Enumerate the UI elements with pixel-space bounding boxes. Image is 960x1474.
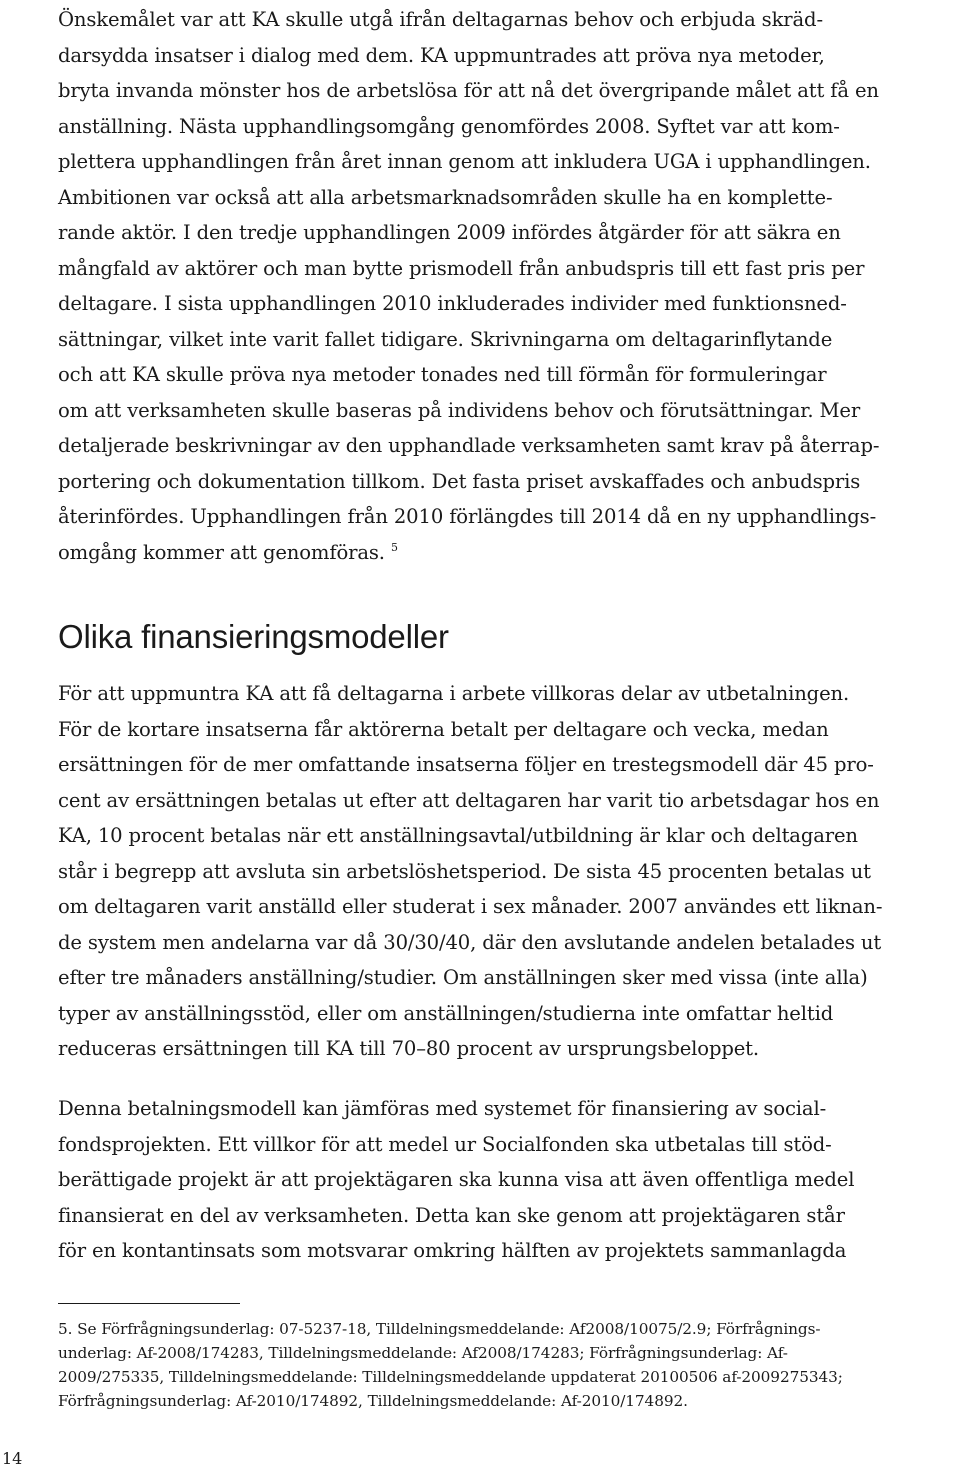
footnote-line: 5. Se Förfrågningsunderlag: 07-5237-18, Tilldelningsmeddelande: Af2008/10075/2.9; Förfrågnings- — [58, 1320, 821, 1338]
text-line: cent av ersättningen betalas ut efter att deltagaren har varit tio arbetsdagar hos en — [58, 788, 880, 812]
footnote-divider — [58, 1303, 240, 1304]
text-line: rande aktör. I den tredje upphandlingen 2009 infördes åtgärder för att säkra en — [58, 221, 841, 244]
footnote-line: 2009/275335, Tilldelningsmeddelande: Tilldelningsmeddelande uppdaterat 20100506 af-2009275343; — [58, 1368, 843, 1386]
text-line: bryta invanda mönster hos de arbetslösa för att nå det övergripande målet att få en — [58, 79, 879, 102]
text-line: de system men andelarna var då 30/30/40, där den avslutande andelen betalades ut — [58, 930, 882, 954]
text-line: detaljerade beskrivningar av den upphandlade verksamheten samt krav på återrap- — [58, 434, 880, 457]
text-line: portering och dokumentation tillkom. Det fasta priset avskaffades och anbudspris — [58, 469, 861, 493]
text-line: om att verksamheten skulle baseras på individens behov och förutsättningar. Mer — [58, 398, 861, 422]
text-line: finansierat en del av verksamheten. Detta kan ske genom att projektägaren står — [58, 1203, 845, 1227]
text-line-last — [58, 535, 879, 571]
text-line: För de kortare insatserna får aktörerna betalt per deltagare och vecka, medan — [58, 717, 829, 741]
section-heading: Olika finansieringsmodeller — [58, 618, 449, 655]
text-line: Denna betalningsmodell kan jämföras med systemet för finansiering av social- — [58, 1097, 827, 1120]
text-line: plettera upphandlingen från året innan genom att inkludera UGA i upphandlingen. — [58, 150, 871, 173]
text-line: och att KA skulle pröva nya metoder tonades ned till förmån för formuleringar — [58, 363, 827, 386]
text-line: darsydda insatser i dialog med dem. KA uppmuntrades att pröva nya metoder, — [58, 43, 825, 67]
body-paragraph-socialfond — [58, 1091, 854, 1269]
footnote — [58, 1317, 843, 1413]
text-line: berättigade projekt är att projektägaren ska kunna visa att även offentliga medel — [58, 1168, 855, 1191]
text-line: reduceras ersättningen till KA till 70–80 procent av ursprungsbeloppet. — [58, 1037, 759, 1060]
text-line: sättningar, vilket inte varit fallet tidigare. Skrivningarna om deltagarinflytande — [58, 327, 833, 351]
text-line: om deltagaren varit anställd eller studerat i sex månader. 2007 användes ett liknan- — [58, 895, 883, 918]
text-line: Önskemålet var att KA skulle utgå ifrån deltagarnas behov och erbjuda skräd- — [58, 8, 823, 31]
text-line: efter tre månaders anställning/studier. Om anställningen sker med vissa (inte alla) — [58, 966, 868, 989]
body-paragraph-finansiering — [58, 676, 882, 1067]
text-line: ersättningen för de mer omfattande insatserna följer en trestegsmodell där 45 pro- — [58, 753, 874, 776]
text-line: anställning. Nästa upphandlingsomgång genomfördes 2008. Syftet var att kom- — [58, 114, 840, 138]
page-number: 14 — [2, 1449, 23, 1468]
text-line: typer av anställningsstöd, eller om anställningen/studierna inte omfattar heltid — [58, 1001, 834, 1025]
text-line: deltagare. I sista upphandlingen 2010 inkluderades individer med funktionsned- — [58, 292, 847, 315]
text-line: KA, 10 procent betalas när ett anställningsavtal/utbildning är klar och deltagaren — [58, 824, 858, 847]
text-line: återinfördes. Upphandlingen från 2010 förlängdes till 2014 då en ny upphandlings- — [58, 505, 877, 528]
footnote-reference[interactable]: 5 — [390, 540, 398, 554]
text-line: mångfald av aktörer och man bytte prismodell från anbudspris till ett fast pris per — [58, 256, 865, 280]
text-line: För att uppmuntra KA att få deltagarna i arbete villkoras delar av utbetalningen. — [58, 682, 850, 705]
text-line: fondsprojekten. Ett villkor för att medel ur Socialfonden ska utbetalas till stöd- — [58, 1132, 832, 1156]
body-paragraph-upphandling — [58, 2, 879, 570]
text-line-content: omgång kommer att genomföras. — [58, 540, 385, 564]
footnote-line: Förfrågningsunderlag: Af-2010/174892, Tilldelningsmeddelande: Af-2010/174892. — [58, 1392, 688, 1410]
footnote-line: underlag: Af-2008/174283, Tilldelningsmeddelande: Af2008/174283; Förfrågningsunderlag: Af- — [58, 1344, 788, 1362]
text-line: för en kontantinsats som motsvarar omkring hälften av projektets sammanlagda — [58, 1239, 847, 1262]
text-line: står i begrepp att avsluta sin arbetslöshetsperiod. De sista 45 procenten betalas ut — [58, 859, 871, 883]
text-line: Ambitionen var också att alla arbetsmarknadsområden skulle ha en komplette- — [58, 185, 833, 209]
